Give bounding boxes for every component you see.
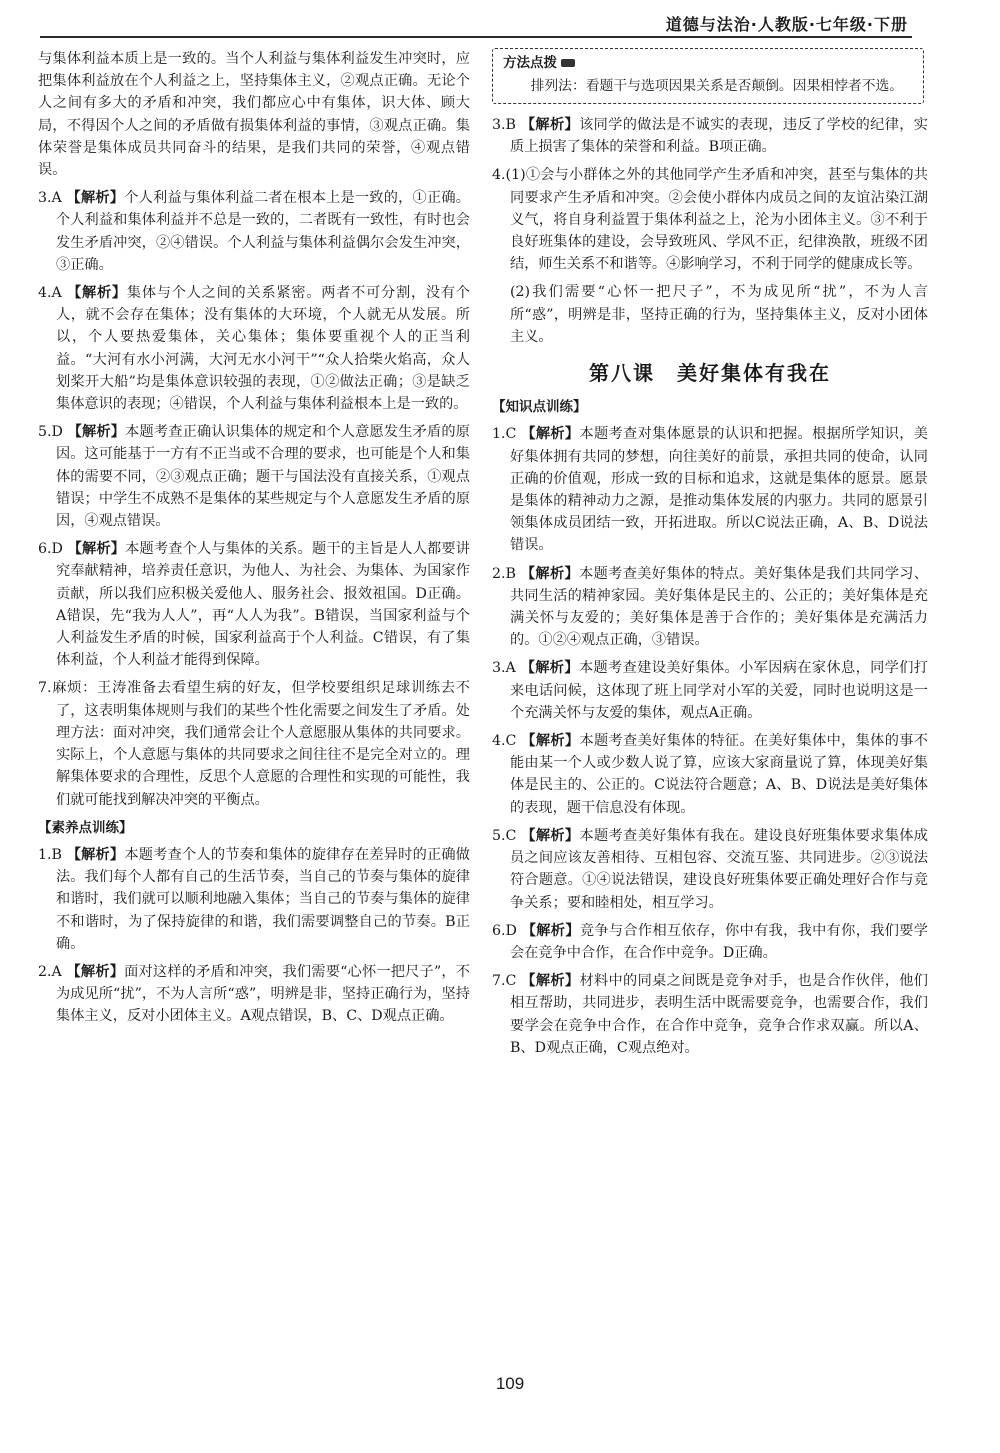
analysis-tag: 【解析】 — [67, 424, 126, 441]
method-tip-text: 排列法：看题干与选项因果关系是否颠倒。因果相悖者不选。 — [530, 78, 904, 94]
knowledge-answer-7: 7.C 【解析】材料中的同桌之间既是竞争对手，也是合作伙伴，他们相互帮助，共同进步，表明生活中既需要竞争，也需要合作，我们要学会在竞争中合作，在合作中竞争，竞争合作求双赢。所以A、B、D观点正确，C观点绝对。 — [492, 973, 928, 1056]
analysis-tag: 【解析】 — [67, 285, 127, 302]
analysis-tag: 【解析】 — [521, 922, 580, 939]
header-rule — [40, 36, 912, 38]
answer-3: 3.A 【解析】个人利益与集体利益二者在根本上是一致的，①正确。个人利益和集体利益并不总是一致的，二者既有一致性，有时也会发生矛盾冲突，②④错误。个人利益与集体利益偶尔会发生冲突，③正确。 — [38, 190, 470, 273]
answer-6: 6.D 【解析】本题考查个人与集体的关系。题干的主旨是人人都要讲究奉献精神，培养责任意识，为他人、为社会、为集体、为国家作贡献，所以我们应积极关爱他人、服务社会、报效祖国。D正确。A错误，先“我为人人”，再“人人为我”。B错误，当国家利益与个人利益发生矛盾的时候，国家利益高于个人利益。C错误，有了集体利益，个人利益才能得到保障。 — [38, 541, 470, 669]
literacy-answer-4-part-2: (2)我们需要“心怀一把尺子”，不为成见所“扰”，不为人言所“惑”，明辨是非，坚持正确的行为，坚持集体主义，反对小团体主义。 — [510, 284, 928, 345]
literacy-answer-4-part-1: 4.(1)①会与小群体之外的其他同学产生矛盾和冲突，甚至与集体的共同要求产生矛盾和冲突。②会使小群体内成员之间的友谊沾染江湖义气，将自身利益置于集体利益之上，沦为小团体主义。③不利于良好班集体的建设，会导致班风、学风不正，纪律涣散，班级不团结，师生关系不和谐等。④影响学习，不利于同学的健康成长等。 — [492, 167, 928, 273]
analysis-tag: 【解析】 — [520, 565, 580, 582]
knowledge-answer-1: 1.C 【解析】本题考查对集体愿景的认识和把握。根据所学知识，美好集体拥有共同的梦想，向往美好的前景，承担共同的使命，认同正确的价值观，形成一致的目标和追求，这就是集体的愿景。愿景是集体的精神动力之源，是推动集体发展的内驱力。共同的愿景引领集体成员团结一致，开拓进取。所以C说法正确，A、B、D说法错误。 — [492, 426, 928, 554]
lesson-title: 第八课 美好集体有我在 — [589, 361, 831, 386]
literacy-answer-3: 3.B 【解析】该同学的做法是不诚实的表现，违反了学校的纪律，实质上损害了集体的荣誉和利益。B项正确。 — [492, 117, 928, 156]
pen-icon — [561, 59, 575, 67]
knowledge-answer-6: 6.D 【解析】竞争与合作相互依存，你中有我，我中有你，我们要学会在竞争中合作，在合作中竞争。D正确。 — [492, 922, 928, 961]
method-tip-title: 方法点拨 — [503, 53, 575, 74]
analysis-tag: 【解析】 — [521, 827, 580, 844]
knowledge-answer-3: 3.A 【解析】本题考查建设美好集体。小军因病在家休息，同学们打来电话问候，这体现了班上同学对小军的关爱，同时也说明这是一个充满关怀与友爱的集体，观点A正确。 — [492, 660, 928, 721]
literacy-answer-2: 2.A 【解析】面对这样的矛盾和冲突，我们需要“心怀一把尺子”，不为成见所“扰”，不为人言所“惑”，明辨是非，坚持正确行为，坚持集体主义，反对小团体主义。A观点错误，B、C、D观点正确。 — [38, 963, 470, 1025]
literacy-answer-1: 1.B 【解析】本题考查个人的节奏和集体的旋律存在差异时的正确做法。我们每个人都有自己的生活节奏，当自己的节奏与集体的旋律和谐时，我们就可以顺利地融入集体；当自己的节奏与集体的旋律不和谐时，为了保持旋律的和谐，我们需要调整自己的节奏。B正确。 — [38, 846, 470, 952]
analysis-tag: 【解析】 — [520, 117, 580, 133]
answer-5: 5.D 【解析】本题考查正确认识集体的规定和个人意愿发生矛盾的原因。这可能基于一方有不正当或不合理的要求，也可能是个人和集体的需要不同，②③观点正确；题干与国法没有直接关系，①观点错误；中学生不成熟不是集体的某些规定与个人意愿发生矛盾的原因，④观点错误。 — [38, 424, 470, 530]
analysis-tag: 【解析】 — [66, 846, 125, 863]
method-tip-box — [492, 48, 924, 104]
right-column — [492, 48, 928, 1065]
running-header: 道德与法治·人教版·七年级·下册 — [665, 15, 908, 34]
knowledge-answer-5: 5.C 【解析】本题考查美好集体有我在。建设良好班集体要求集体成员之间应该友善相待、互相包容、交流互鉴、共同进步。②③说法符合题意。①④说法错误，建设良好班集体要正确处理好合作与竞争关系；要和睦相处，相互学习。 — [492, 827, 928, 911]
analysis-tag: 【解析】 — [521, 973, 580, 990]
answer-4: 4.A 【解析】集体与个人之间的关系紧密。两者不可分割，没有个人，就不会存在集体；没有集体的大环境，个人就无从发展。所以，个人要热爱集体，关心集体；集体要重视个人的正当利益。“大河有水小河满，大河无水小河干”“众人拾柴火焰高，众人划桨开大船”均是集体意识较强的表现，①②做法正确；③是缺乏集体意识的表现；④错误，个人利益与集体利益根本上是一致的。 — [38, 285, 470, 413]
section-label-knowledge: 【知识点训练】 — [492, 399, 587, 416]
analysis-tag: 【解析】 — [520, 660, 579, 677]
knowledge-answer-4: 4.C 【解析】本题考查美好集体的特征。在美好集体中，集体的事不能由某一个人或少数人说了算，应该大家商量说了算，体现美好集体是民主的、公正的。C说法符合题意；A、B、D说法是美好集体的表现，题干信息没有体现。 — [492, 733, 928, 816]
analysis-tag: 【解析】 — [521, 426, 580, 443]
analysis-tag: 【解析】 — [67, 541, 126, 558]
analysis-tag: 【解析】 — [66, 190, 125, 207]
left-column — [38, 48, 470, 1034]
analysis-tag: 【解析】 — [521, 733, 580, 750]
answer-7: 7.麻烦：王涛准备去看望生病的好友，但学校要组织足球训练去不了，这表明集体规则与我们的某些个性化需要之间发生了矛盾。处理方法：面对冲突，我们通常会让个人意愿服从集体的共同要求。实际上，个人意愿与集体的共同要求之间往往不是完全对立的。理解集体要求的合理性，反思个人意愿的合理性和实现的可能性，我们就可能找到解决冲突的平衡点。 — [38, 680, 470, 808]
page-number: 109 — [495, 1374, 525, 1393]
analysis-tag: 【解析】 — [66, 963, 125, 980]
section-label-literacy: 【素养点训练】 — [38, 819, 133, 836]
knowledge-answer-2: 2.B 【解析】本题考查美好集体的特点。美好集体是我们共同学习、共同生活的精神家园。美好集体是民主的、公正的；美好集体是充满关怀与友爱的；美好集体是善于合作的；美好集体是充满活力的。①②④观点正确，③错误。 — [492, 565, 928, 649]
answer-continued: 与集体利益本质上是一致的。当个人利益与集体利益发生冲突时，应把集体利益放在个人利益之上，坚持集体主义，②观点正确。无论个人之间有多大的矛盾和冲突，我们都应心中有集体，识大体、顾大局，不得因个人之间的矛盾做有损集体利益的事情，③观点正确。集体荣誉是集体成员共同奋斗的结果，是我们共同的荣誉，④观点错误。 — [38, 51, 470, 179]
